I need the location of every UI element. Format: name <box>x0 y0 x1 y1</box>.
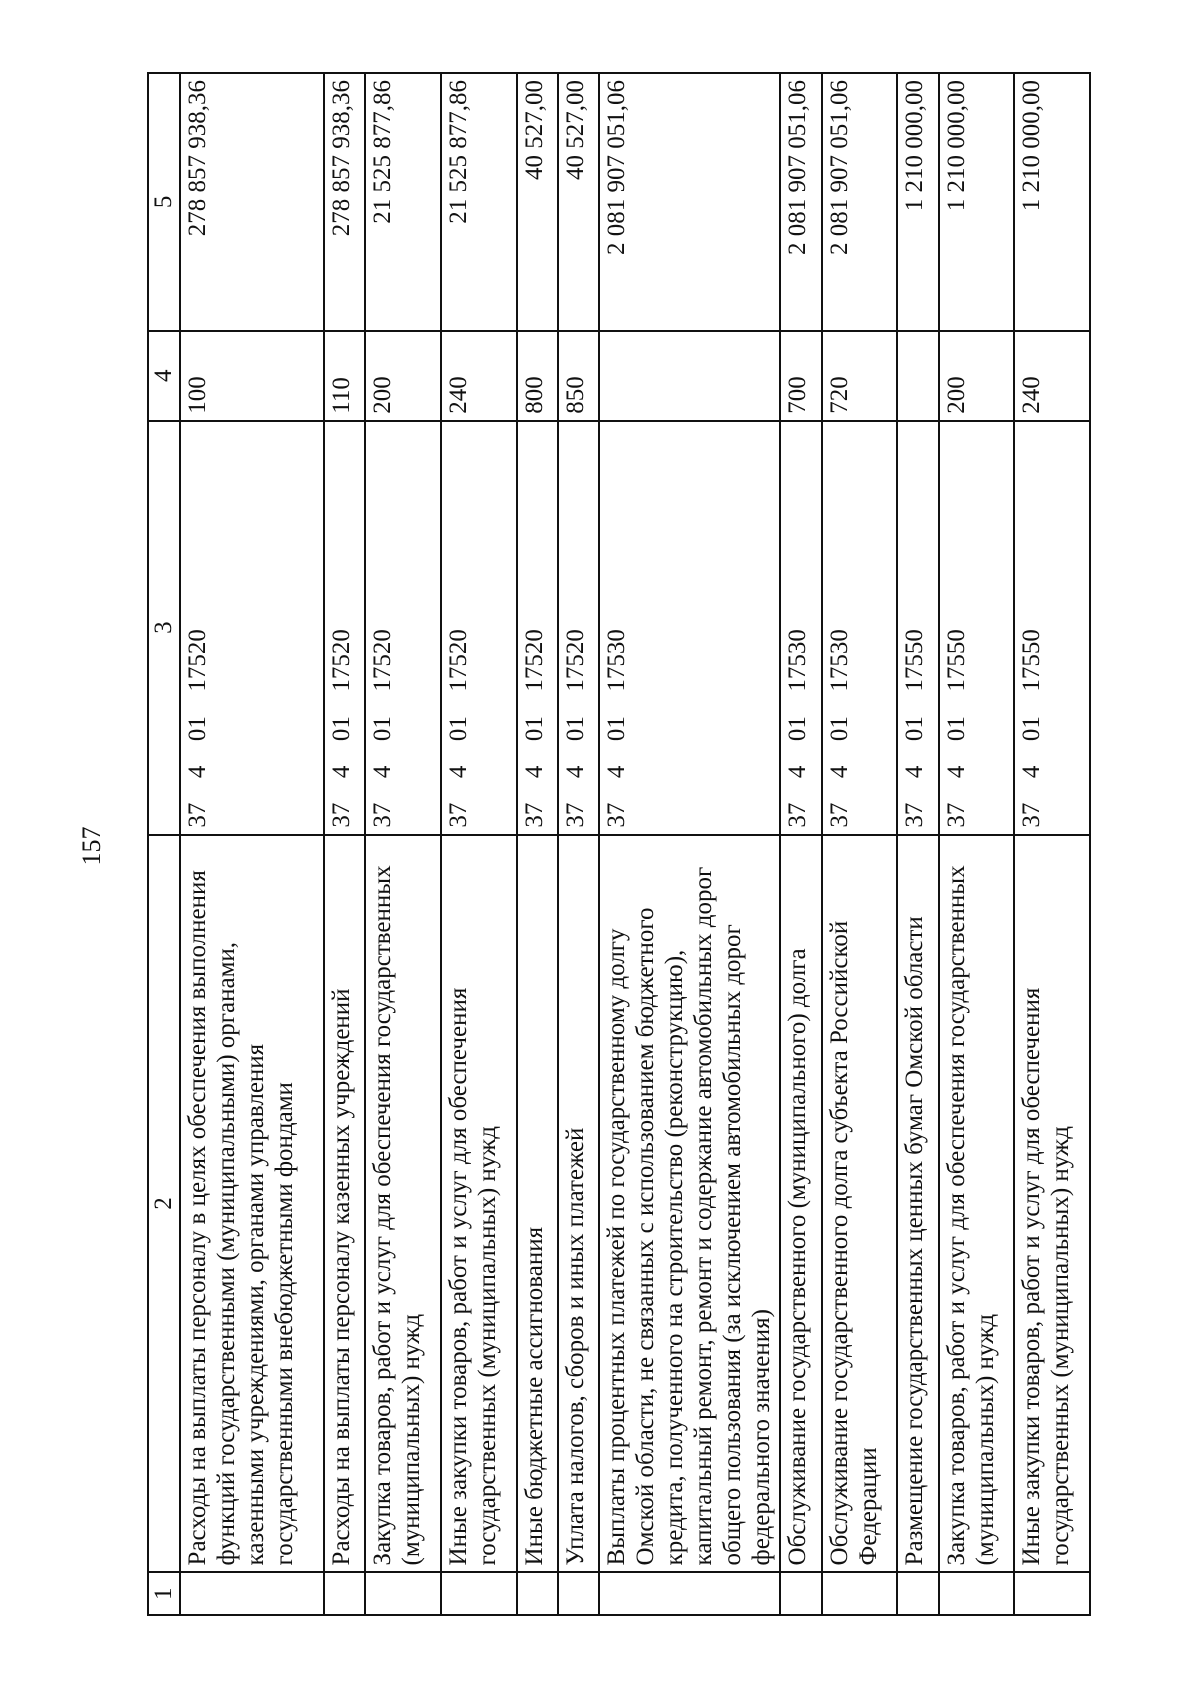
table-row <box>897 73 938 1615</box>
expense-name: Размещение государственных ценных бумаг Омской области <box>897 835 938 1573</box>
table-row <box>180 73 324 1615</box>
expense-name: Обслуживание государственного (муниципального) долга <box>780 835 821 1573</box>
amount: 2 081 907 051,06 <box>780 73 821 331</box>
header-col-3: 3 <box>148 421 180 835</box>
amount: 21 525 877,86 <box>441 73 517 331</box>
table-row <box>517 73 558 1615</box>
table-row <box>558 73 599 1615</box>
target-code: 37 4 01 17550 <box>897 421 938 835</box>
expense-type: 110 <box>324 331 365 421</box>
expense-name: Закупка товаров, работ и услуг для обеспечения государственных (муниципальных) нужд <box>939 835 1015 1573</box>
expense-type: 200 <box>939 331 1015 421</box>
row-number <box>780 1572 821 1615</box>
row-number <box>324 1572 365 1615</box>
row-number <box>517 1572 558 1615</box>
expense-type: 100 <box>180 331 324 421</box>
amount: 2 081 907 051,06 <box>599 73 780 331</box>
expense-type: 800 <box>517 331 558 421</box>
amount: 278 857 938,36 <box>180 73 324 331</box>
amount: 21 525 877,86 <box>365 73 441 331</box>
target-code: 37 4 01 17550 <box>939 421 1015 835</box>
expense-type: 700 <box>780 331 821 421</box>
expense-name: Выплаты процентных платежей по государственному долгу Омской области, не связанных с использованием бюджетного кредита, полученного на строительство (реконструкцию), капитальный ремонт, ремонт и содержание автомобильных дорог общего пользования (за исключением автомобильных дорог федерального значения) <box>599 835 780 1573</box>
target-code: 37 4 01 17530 <box>822 421 898 835</box>
target-code: 37 4 01 17520 <box>517 421 558 835</box>
row-number <box>1014 1572 1090 1615</box>
target-code: 37 4 01 17550 <box>1014 421 1090 835</box>
table-row <box>939 73 1015 1615</box>
expense-type: 200 <box>365 331 441 421</box>
budget-table <box>147 72 1091 1616</box>
table-row <box>365 73 441 1615</box>
expense-name: Обслуживание государственного долга субъекта Российской Федерации <box>822 835 898 1573</box>
row-number <box>897 1572 938 1615</box>
table-row <box>599 73 780 1615</box>
header-col-1: 1 <box>148 1572 180 1615</box>
header-row <box>148 73 180 1615</box>
table-row <box>324 73 365 1615</box>
amount: 278 857 938,36 <box>324 73 365 331</box>
table-row <box>822 73 898 1615</box>
table-row <box>780 73 821 1615</box>
amount: 2 081 907 051,06 <box>822 73 898 331</box>
target-code: 37 4 01 17530 <box>780 421 821 835</box>
row-number <box>939 1572 1015 1615</box>
page-number: 157 <box>77 826 106 866</box>
header-col-5: 5 <box>148 73 180 331</box>
row-number <box>558 1572 599 1615</box>
row-number <box>365 1572 441 1615</box>
expense-name: Расходы на выплаты персоналу в целях обеспечения выполнения функций государственными (муниципальными) органами, казенными учреждениями, органами управления государственными внебюджетными фондами <box>180 835 324 1573</box>
header-col-4: 4 <box>148 331 180 421</box>
expense-name: Иные закупки товаров, работ и услуг для обеспечения государственных (муниципальных) нужд <box>441 835 517 1573</box>
amount: 1 210 000,00 <box>1014 73 1090 331</box>
expense-name: Иные закупки товаров, работ и услуг для обеспечения государственных (муниципальных) нужд <box>1014 835 1090 1573</box>
target-code: 37 4 01 17520 <box>365 421 441 835</box>
row-number <box>180 1572 324 1615</box>
target-code: 37 4 01 17520 <box>180 421 324 835</box>
expense-type <box>599 331 780 421</box>
target-code: 37 4 01 17520 <box>324 421 365 835</box>
expense-name: Закупка товаров, работ и услуг для обеспечения государственных (муниципальных) нужд <box>365 835 441 1573</box>
amount: 1 210 000,00 <box>939 73 1015 331</box>
expense-type: 240 <box>441 331 517 421</box>
row-number <box>822 1572 898 1615</box>
header-col-2: 2 <box>148 835 180 1573</box>
table-row <box>1014 73 1090 1615</box>
target-code: 37 4 01 17520 <box>441 421 517 835</box>
expense-type: 720 <box>822 331 898 421</box>
expense-name: Расходы на выплаты персоналу казенных учреждений <box>324 835 365 1573</box>
table-row <box>441 73 517 1615</box>
expense-name: Уплата налогов, сборов и иных платежей <box>558 835 599 1573</box>
expense-type <box>897 331 938 421</box>
amount: 40 527,00 <box>517 73 558 331</box>
target-code: 37 4 01 17520 <box>558 421 599 835</box>
target-code: 37 4 01 17530 <box>599 421 780 835</box>
budget-table-container <box>147 72 1091 1616</box>
amount: 40 527,00 <box>558 73 599 331</box>
row-number <box>441 1572 517 1615</box>
expense-type: 850 <box>558 331 599 421</box>
expense-name: Иные бюджетные ассигнования <box>517 835 558 1573</box>
row-number <box>599 1572 780 1615</box>
amount: 1 210 000,00 <box>897 73 938 331</box>
expense-type: 240 <box>1014 331 1090 421</box>
